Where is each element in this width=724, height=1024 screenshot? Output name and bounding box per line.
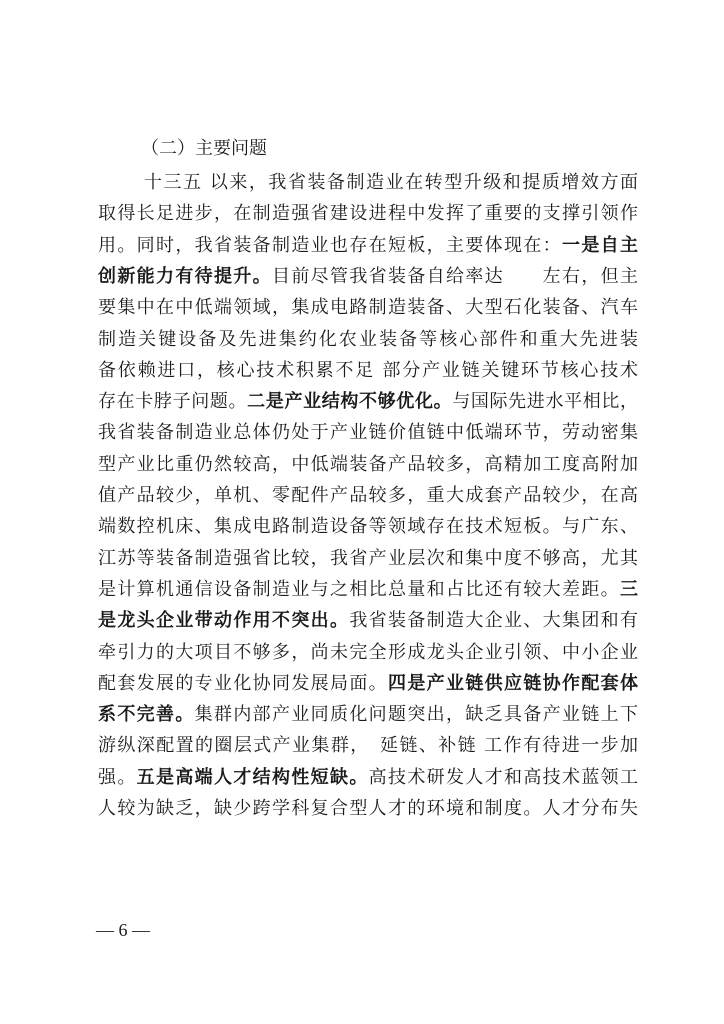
text-span: 我省装备制造大企业、大集团和有 — [349, 610, 638, 632]
text-span: 十三五 以来，我省装备制造业在转型升级和提质增效方面 — [144, 172, 638, 193]
text-span: 是计算机通信设备制造业与之相比总量和占比还有较大差距。 — [98, 578, 620, 600]
text-line — [98, 575, 638, 605]
text-line — [98, 794, 638, 824]
text-line — [98, 450, 638, 480]
text-span: 值产品较少，单机、零配件产品较多，重大成套产品较少，在高 — [98, 485, 638, 506]
text-line — [98, 512, 638, 542]
text-span: 集群内部产业同质化问题突出，缺乏具备产业链上下 — [194, 704, 638, 726]
bold-key-point: 系不完善。 — [98, 704, 195, 726]
text-line — [98, 293, 638, 323]
text-span: 制造关键设备及先进集约化农业装备等核心部件和重大先进装 — [98, 328, 638, 350]
text-span: 配套发展的专业化协同发展局面。 — [98, 672, 388, 694]
text-span: 备依赖进口，核心技术积累不足 部分产业链关键环节核心技术 — [98, 359, 638, 381]
bold-key-point: 二是产业结构不够优化。 — [247, 391, 453, 413]
text-span: 江苏等装备制造强省比较，我省产业层次和集中度不够高，尤其 — [98, 547, 638, 569]
text-span: 牵引力的大项目不够多，尚未完全形成龙头企业引领、中小企业 — [98, 641, 638, 663]
text-span: 存在卡脖子问题。 — [98, 391, 248, 413]
text-line — [98, 731, 638, 761]
text-line — [98, 606, 638, 636]
text-line — [98, 481, 638, 511]
text-span: 端数控机床、集成电路制造设备等领域存在技术短板。与广东、 — [98, 516, 638, 538]
text-line — [98, 199, 638, 229]
text-span: 强。 — [98, 766, 137, 788]
page-number: — 6 — — [96, 920, 150, 940]
text-span: 人较为缺乏，缺少跨学科复合型人才的环境和制度。人才分布失 — [98, 798, 638, 819]
text-span: 目前尽管我省装备自给率达 左右，但主 — [272, 265, 638, 287]
bold-key-point: 四是产业链供应链协作配套体 — [388, 672, 638, 694]
text-span: 与国际先进水平相比， — [452, 391, 638, 413]
text-line — [98, 638, 638, 668]
text-line — [98, 356, 638, 386]
text-line — [98, 387, 638, 417]
text-line — [144, 168, 638, 198]
text-line — [98, 544, 638, 574]
text-line — [98, 325, 638, 355]
bold-key-point: 是龙头企业带动作用不突出。 — [98, 610, 350, 632]
text-span: 要集中在中低端领域，集成电路制造装备、大型石化装备、汽车 — [98, 297, 638, 319]
text-span: 高技术研发人才和高技术蓝领工 — [368, 766, 638, 788]
bold-key-point: 五是高端人才结构性短缺。 — [136, 766, 369, 788]
text-line — [98, 669, 638, 699]
text-line — [98, 700, 638, 730]
bold-key-point: 一是自主 — [562, 234, 638, 256]
text-line — [98, 262, 638, 292]
text-span: 我省装备制造业总体仍处于产业链价值链中低端环节，劳动密集 — [98, 422, 638, 444]
text-span: 取得长足进步，在制造强省建设进程中发挥了重要的支撑引领作 — [98, 203, 638, 225]
text-line — [98, 231, 638, 261]
section-heading: （二）主要问题 — [141, 138, 267, 159]
bold-key-point: 三 — [620, 578, 638, 600]
text-span: 游纵深配置的圈层式产业集群， 延链、补链 工作有待进一步加 — [98, 735, 638, 757]
text-line — [98, 418, 638, 448]
text-span: 用。同时，我省装备制造业也存在短板，主要体现在： — [98, 234, 562, 256]
bold-key-point: 创新能力有待提升。 — [98, 265, 272, 287]
text-line — [98, 763, 638, 793]
text-span: 型产业比重仍然较高，中低端装备产品较多，高精加工度高附加 — [98, 453, 638, 475]
